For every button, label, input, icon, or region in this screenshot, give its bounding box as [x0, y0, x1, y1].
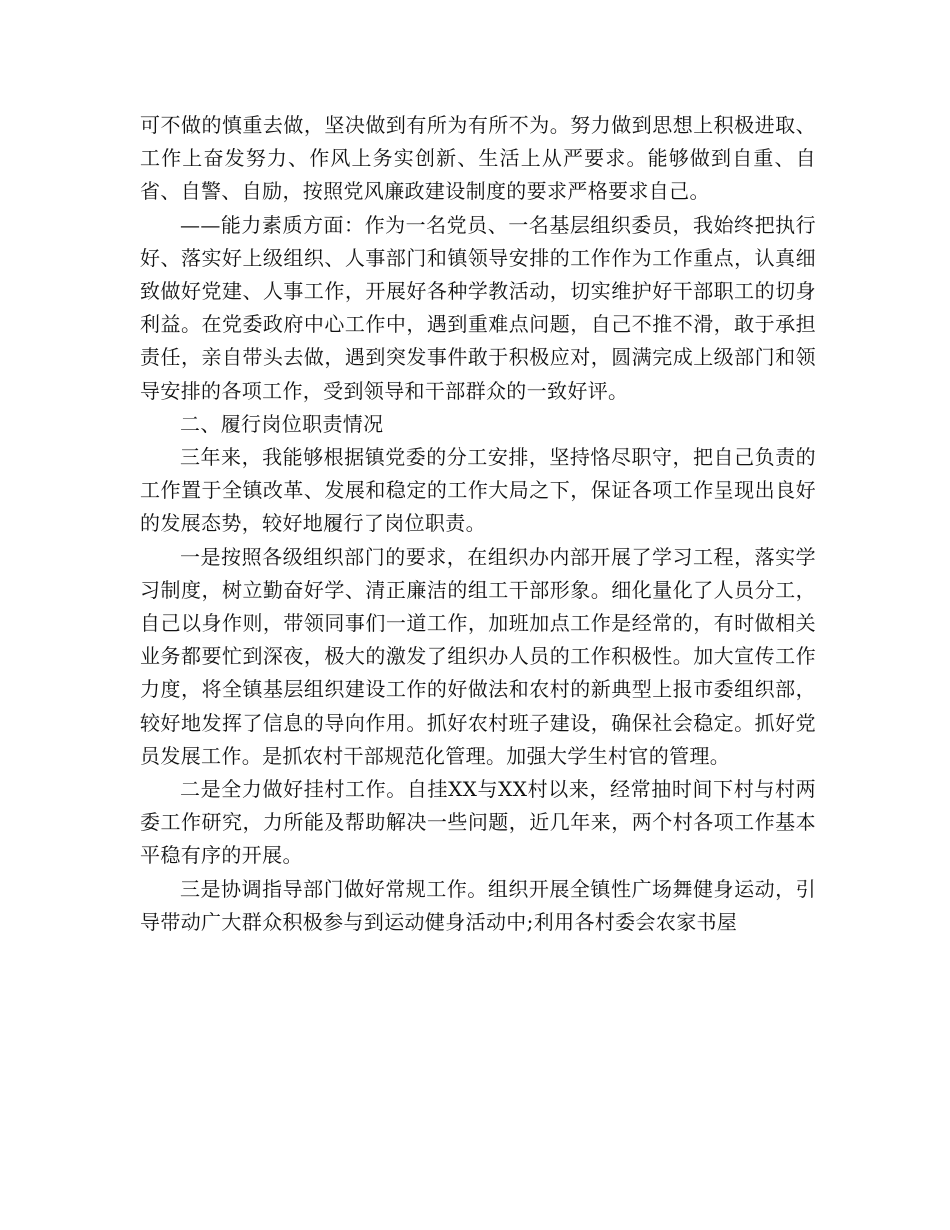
paragraph-first-point: 一是按照各级组织部门的要求，在组织办内部开展了学习工程，落实学习制度，树立勤奋好学、清正廉洁的组工干部形象。细化量化了人员分工，自己以身作则，带领同事们一道工作，加班加点工作是经常的，有时做相关业务都要忙到深夜，极大的激发了组织办人员的工作积极性。加大宣传工作力度，将全镇基层组织建设工作的好做法和农村的新典型上报市委组织部，较好地发挥了信息的导向作用。抓好农村班子建设，确保社会稳定。抓好党员发展工作。是抓农村干部规范化管理。加强大学生村官的管理。 [140, 544, 816, 768]
document-body [140, 109, 816, 939]
paragraph-three-years: 三年来，我能够根据镇党委的分工安排，坚持恪尽职守，把自己负责的工作置于全镇改革、发展和稳定的工作大局之下，保证各项工作呈现出良好的发展态势，较好地履行了岗位职责。 [140, 445, 816, 536]
paragraph-continuation: 可不做的慎重去做，坚决做到有所为有所不为。努力做到思想上积极进取、工作上奋发努力、作风上务实创新、生活上从严要求。能够做到自重、自省、自警、自励，按照党风廉政建设制度的要求严格要求自己。 [140, 113, 816, 204]
paragraph-third-point: 三是协调指导部门做好常规工作。组织开展全镇性广场舞健身运动，引导带动广大群众积极参与到运动健身活动中;利用各村委会农家书屋 [140, 876, 816, 934]
section-heading-duties: 二、履行岗位职责情况 [180, 411, 384, 436]
paragraph-ability-quality: ——能力素质方面：作为一名党员、一名基层组织委员，我始终把执行好、落实好上级组织、人事部门和镇领导安排的工作作为工作重点，认真细致做好党建、人事工作，开展好各种学教活动，切实维护好干部职工的切身利益。在党委政府中心工作中，遇到重难点问题，自己不推不滑，敢于承担责任，亲自带头去做，遇到突发事件敢于积极应对，圆满完成上级部门和领导安排的各项工作，受到领导和干部群众的一致好评。 [140, 212, 816, 403]
paragraph-second-point: 二是全力做好挂村工作。自挂XX与XX村以来，经常抽时间下村与村两委工作研究，力所能及帮助解决一些问题，近几年来，两个村各项工作基本平稳有序的开展。 [140, 777, 816, 868]
